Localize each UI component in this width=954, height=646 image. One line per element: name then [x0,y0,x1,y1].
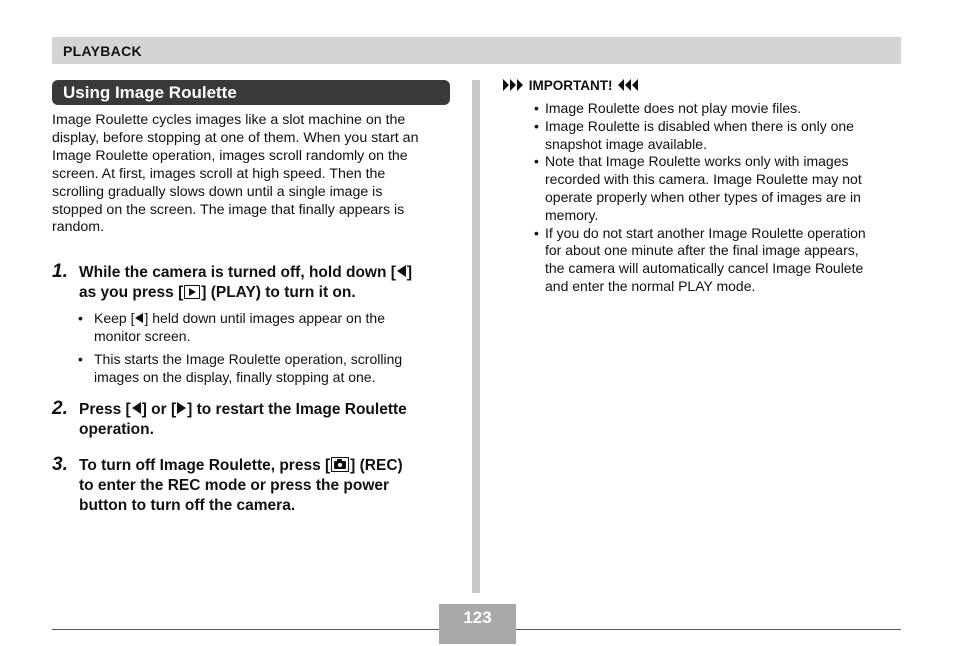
list-item [534,100,896,118]
bullet-dot: • [534,224,539,241]
step-text-part: ] or [ [141,401,177,418]
step-number: 2. [52,398,68,419]
step-1-notes [78,309,438,386]
important-text: If you do not start another Image Roulette operation [545,224,866,241]
arrow-right-icon [503,79,525,91]
bullet-dot: • [534,100,539,116]
note-text: images on the display, finally stopping at one. [94,369,376,385]
left-arrow-icon [397,265,406,277]
header-bar [52,37,901,64]
intro-paragraph [52,112,450,237]
bullet-dot: • [534,117,539,134]
important-text: and enter the normal PLAY mode. [545,277,756,294]
section-title-bar [52,80,450,105]
step-text [79,456,450,516]
step-1 [52,263,450,303]
bullet-dot: • [78,310,83,326]
step-number: 1. [52,261,68,282]
left-arrow-icon [132,402,141,414]
section-label: PLAYBACK [63,43,142,59]
list-item [534,153,896,224]
step-line [79,456,450,476]
list-item [534,225,896,296]
list-item [534,118,896,154]
note-text: Keep [ [94,310,135,326]
important-label: IMPORTANT! [528,78,613,93]
intro-line: stopped on the screen. The image that finally appears is [52,201,405,218]
important-text: recorded with this camera. Image Roulette may not [545,171,862,188]
page-number: 123 [463,608,492,627]
important-text: Image Roulette is disabled when there is only one [545,117,854,134]
page-number-box [439,604,516,644]
step-2 [52,400,450,440]
intro-line: Image Roulette cycles images like a slot machine on the [52,112,406,128]
note-text: monitor screen. [94,328,191,344]
list-item [78,350,438,386]
intro-line: display, before stopping at one of them. When you start an [52,129,419,146]
step-number: 3. [52,454,68,475]
bullet-dot: • [78,351,83,367]
intro-line: Image Roulette operation, images scroll randomly on the [52,147,408,164]
intro-line: random. [52,219,105,236]
intro-line: screen. At first, images scroll at high speed. Then the [52,165,386,182]
important-text: operate properly when other types of images are in [545,188,861,205]
important-heading [503,78,638,96]
important-text: snapshot image available. [545,135,707,152]
important-text: Note that Image Roulette works only with images [545,153,849,170]
step-text [79,263,450,303]
step-text-part: To turn off Image Roulette, press [ [79,457,331,474]
important-text: Image Roulette does not play movie files. [545,100,802,116]
step-text-part: ] to restart the Image Roulette [187,401,407,418]
right-arrow-icon [177,402,186,414]
step-line [79,263,450,283]
note-text: This starts the Image Roulette operation, scrolling [94,351,403,367]
note-text: ] held down until images appear on the [144,310,385,326]
important-text: the camera will automatically cancel Image Roulete [545,260,864,277]
left-arrow-icon [135,313,143,323]
camera-icon [331,457,349,472]
important-list [534,100,896,296]
column-divider [472,80,480,593]
step-text-part: ] [406,264,413,281]
step-text-part: ] (REC) [350,457,403,474]
arrow-left-icon [616,79,638,91]
step-line: button to turn off the camera. [79,497,296,514]
important-text: for about one minute after the final image appears, [545,242,859,259]
list-item [78,309,438,345]
step-3 [52,456,450,516]
step-text [79,400,450,440]
step-text-part: ] (PLAY) to turn it on. [201,284,356,301]
intro-line: scrolling gradually slows down until a single image is [52,183,383,200]
step-line: to enter the REC mode or press the power [79,477,390,494]
bullet-dot: • [534,153,539,170]
play-button-icon [184,285,200,299]
step-text-part: Press [ [79,401,131,418]
step-line [79,400,450,420]
step-line [79,283,450,303]
section-title: Using Image Roulette [63,83,237,102]
step-text-part: While the camera is turned off, hold down [ [79,264,396,281]
step-text-part: as you press [ [79,284,184,301]
important-text: memory. [545,206,599,223]
step-line: operation. [79,421,154,438]
